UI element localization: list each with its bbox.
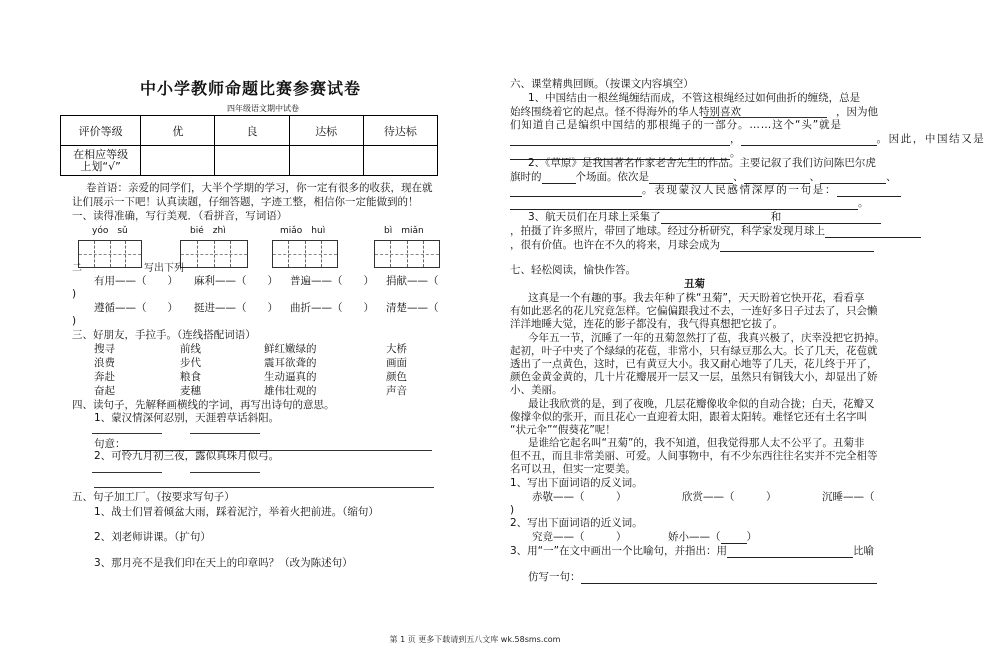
grade-header: 达标 [289,116,363,146]
synonym-item [668,530,757,544]
q6-p2-text: 。表现蒙汉人民感情深厚的一句是： [642,184,838,196]
intro-line: 卷首语：亲爱的同学们，大半个学期的学习，你一定有很多的收获，现在就 [86,182,433,194]
grade-row-label-line: 在相应等级 [73,147,129,161]
paren-close: ) [510,504,515,516]
antonym-item: 赤敬——（ ） [532,491,627,503]
q6-p3-text: 3、航天员们在月球上采集了 [528,211,661,223]
antonym-item: 欣赏——（ ） [682,491,777,503]
match-word[interactable]: 鲜红嫩绿的 [264,343,317,355]
story-line: “状元伞”“假葵花”呢！ [510,424,616,436]
q6-p3 [510,238,874,252]
q1-title: 一、读得准确，写行美观．（看拼音，写词语） [72,210,288,222]
grade-cell[interactable] [363,146,437,176]
story-line: 洋洋地睡大觉，连花的影子都没有，我气得真想把它拔了。 [510,318,783,330]
story-line: 今年五一节，沉睡了一年的丑菊忽然打了苞，我真兴极了，庆幸没把它扔掉。 [528,332,885,344]
antonym-item: 遵循——（ ） [94,302,178,314]
q6-p1: ，因为他 [836,106,878,118]
pinyin-3: miǎo huì [280,226,326,236]
writing-box[interactable] [180,240,248,268]
grade-table [60,115,438,176]
writing-box[interactable] [272,240,338,268]
antonym-item: 有用——（ ） [94,275,178,287]
antonym-item: 曲折——（ ） [290,302,374,314]
story-line: 但不丑，而且非常美丽、可爱。人间事物中，有不少东西往往名实并不完全相等 [510,450,878,462]
q7-sub3 [510,544,874,558]
q4-sentence-2: 2、可怜九月初三夜，露似真珠月似弓。 [94,450,280,462]
page-footer: 第 1 页 更多下载请到五八文库 wk.58sms.com [389,635,561,644]
match-word[interactable]: 雄伟壮观的 [264,385,317,397]
match-word[interactable]: 奋起 [94,385,115,397]
q2-prefix-mark: 二 [72,263,82,274]
q7-sub2: 2、写出下面词语的近义词。 [510,517,643,529]
story-line: 名可以丑，但实一定要美。 [510,463,636,475]
q2-title-fragment: 写出下列 [144,263,184,274]
q6-p1: 1、中国结由一根丝绳缠结而成，不管这根绳经过如何曲折的缠绕，总是 [528,92,861,104]
synonym-item: 究竟——（ ） [532,531,627,543]
period: 。 [730,147,741,159]
answer-line[interactable] [581,583,877,584]
q6-p2: 2、《草原》是我国著名作家老舍先生的作品。主要记叙了我们访问陈巴尔虎 [528,157,876,169]
antonym-item: 普遍——（ ） [290,275,374,287]
antonym-item: 清楚——（ [386,302,439,314]
match-word[interactable]: 浪费 [94,357,115,369]
answer-line[interactable] [92,432,162,434]
story-line: 颜色金黄金黄的，几十片花瓣展开一层又一层，虽然只有铜钱大小，却显出了娇 [510,371,878,383]
story-line: 有如此恶名的花儿究竟怎样。它偏偏跟我过不去，一连好多日子过去了，只会懒 [510,305,878,317]
q6-p2-text: 、 [886,171,897,183]
q6-p2-text: 、 [733,171,744,183]
match-word[interactable]: 大桥 [386,343,407,355]
story-line: 这真是一个有趣的事。我去年种了株“丑菊”，天天盼着它快开花，看看享 [528,292,865,304]
writing-box[interactable] [374,240,440,268]
q7-sub4 [528,570,877,584]
q6-p2-text: 旗时的 [510,171,542,183]
grade-header: 待达标 [363,116,437,146]
pinyin-2: bié zhì [190,226,226,236]
story-line: 透出了一点黄色，这时，已有黄豆大小。我又耐心地等了几天，花儿终于开了， [510,358,878,370]
answer-line[interactable] [741,145,877,146]
answer-line[interactable] [190,471,260,473]
juyi-label: 句意： [94,438,126,450]
q4-title: 四、读句子，先解释画横线的字词，再写出诗句的意思。 [72,399,335,411]
q5-sentence-2: 2、刘老师讲课。（扩句） [94,531,211,543]
q6-p1: 们知道自己是编织中国结的那根绳子的一部分。……这个“头”就是 [510,119,842,131]
q7-title: 七、轻松阅读，愉快作答。 [510,264,636,276]
paren-close: ) [72,288,77,300]
story-line: 是谁给它起名叫“丑菊”的，我不知道，但我觉得那人太不公平了。丑菊非 [528,437,865,449]
antonym-item: 捐献——（ [386,275,439,287]
story-line: 像撑伞似的张开，而且花心一直迎着太阳，跟着太阳转。难怪它还有土名字叫 [510,411,867,423]
grade-row-label [61,146,141,176]
match-col-1 [94,342,115,398]
match-word[interactable]: 搜寻 [94,343,115,355]
paren: ） [746,531,757,543]
q6-p2-text: 个场面。依次是 [575,171,649,183]
match-col-2 [180,342,201,398]
grade-cell[interactable] [289,146,363,176]
answer-line[interactable] [94,486,434,488]
q4-sentence-1: 1、蒙汉情深何忍别，天涯碧草话斜阳。 [94,412,280,424]
grade-cell[interactable] [141,146,215,176]
page-title: 中小学教师命题比赛参赛试卷 [140,79,362,98]
q6-p1-text: 。因此，中国结又是 [876,133,985,145]
writing-box[interactable] [78,240,142,268]
match-word[interactable]: 麦穗 [180,385,201,397]
q6-p2 [510,170,897,184]
grade-header: 优 [141,116,215,146]
match-word[interactable]: 生动逼真的 [264,371,317,383]
match-word[interactable]: 画面 [386,357,407,369]
q7-sub4-text: 仿写一句： [528,571,581,583]
grade-row-label-line: 上划“√” [80,159,121,173]
answer-line[interactable] [92,471,162,473]
match-word[interactable]: 奔赴 [94,371,115,383]
q6-title: 六、课堂精典回顾。（按课文内容填空） [510,78,694,90]
synonym-text: 娇小——（ [668,531,721,543]
paren-close: ) [72,315,77,327]
intro-line: 让们展示一下吧！认真读题，仔细答题，字迹工整，相信你一定能做到的！ [72,196,419,208]
match-word[interactable]: 步代 [180,357,201,369]
q6-p3-text: 和 [770,211,782,223]
q5-sentence-3: 3、那月亮不是我们印在天上的印章吗？（改为陈述句） [94,557,353,569]
answer-line[interactable] [727,557,853,558]
match-word[interactable]: 颜色 [386,371,407,383]
answer-line[interactable] [190,432,260,434]
q5-title: 五、句子加工厂。（按要求写句子） [72,491,235,503]
grade-header: 良 [215,116,289,146]
q6-p2-text: 、 [809,171,820,183]
q6-p3 [510,224,921,238]
q7-sub1: 1、写出下面词语的反义词。 [510,477,643,489]
story-line: 最让我欣赏的是，到了夜晚，几层花瓣像收伞似的自动合拢；白天，花瓣又 [528,398,875,410]
match-word[interactable]: 震耳欲聋的 [264,357,317,369]
story-line: 起初，叶子中夹了个绿绿的花苞，非常小，只有绿豆那么大。长了几天，花苞就 [510,345,878,357]
q7-sub3-text: 3、用“一”在文中画出一个比喻句，并指出：用 [510,545,728,557]
pinyin-1: yóo sǔ [92,226,128,236]
page-subtitle: 四年级语文期中试卷 [227,104,299,113]
antonym-item: 沉睡——（ [822,491,875,503]
q6-p3-text: ，拍摄了许多照片，带回了地球。经过分析研究，科学家发现月球上 [510,225,825,237]
antonym-item: 麻利——（ ） [194,275,278,287]
q6-p1: 始终围绕着它的起点。怪不得海外的华人特别喜欢 [510,106,741,118]
q6-p2 [510,196,869,210]
q6-p2 [510,183,901,197]
q6-p1 [510,132,985,146]
q6-p3 [528,210,881,224]
story-title: 丑菊 [684,278,705,290]
match-word[interactable]: 前线 [180,343,201,355]
grade-header: 评价等级 [61,116,141,146]
match-word[interactable]: 粮食 [180,371,201,383]
answer-line[interactable] [720,251,874,252]
pinyin-4: bì miǎn [384,226,424,236]
antonym-item: 挺进——（ ） [194,302,278,314]
story-line: 小、美丽。 [510,384,563,396]
q3-title: 三、好朋友，手拉手。（连线搭配词语） [72,329,256,341]
grade-cell[interactable] [215,146,289,176]
match-col-4 [386,342,407,398]
match-word[interactable]: 声音 [386,385,407,397]
q7-sub3-text: 比喻 [853,545,875,557]
period: 。 [858,197,869,209]
match-col-3 [264,342,317,398]
q6-p3-text: ，很有价值。也许在不久的将来，月球会成为 [510,239,720,251]
q5-sentence-1: 1、战士们冒着倾盆大雨，踩着泥泞，举着火把前进。（缩句） [94,506,379,518]
comma: ， [730,133,741,145]
